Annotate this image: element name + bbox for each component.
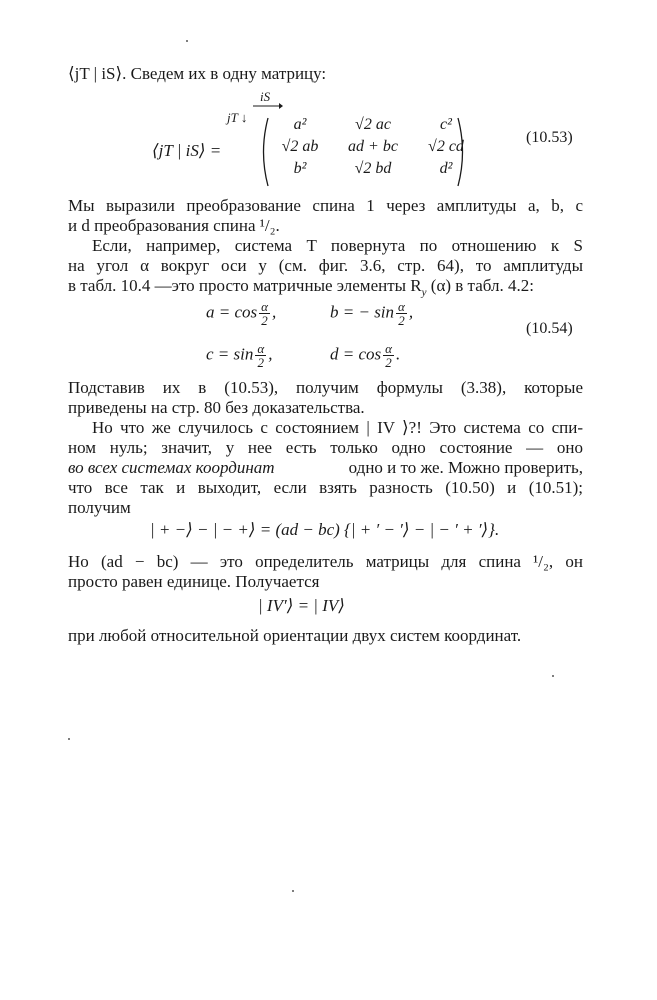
matrix-row xyxy=(266,136,480,158)
eq-separator: , xyxy=(271,302,277,322)
para3-line2: приведены на стр. 80 без доказательства. xyxy=(68,398,365,417)
fraction xyxy=(383,342,394,369)
fraction-numerator: α xyxy=(398,299,405,314)
print-speck xyxy=(292,890,294,892)
fraction-numerator: α xyxy=(261,299,268,314)
matrix-row xyxy=(266,158,480,180)
closing-line: при любой относительной ориентации двух систем координат. xyxy=(68,626,522,645)
fraction xyxy=(259,300,270,327)
fraction-numerator: α xyxy=(257,341,265,356)
para5-line2: просто равен единице. Получается xyxy=(68,572,320,591)
fraction-denominator: 2 xyxy=(385,355,392,370)
matrix-cell: d² xyxy=(439,160,453,177)
eq-d-lhs: d = cos xyxy=(330,344,382,364)
matrix-cell: √2 cd xyxy=(428,138,464,155)
matrix-lhs: ⟨jT | iS⟩ = xyxy=(152,141,222,160)
para4-line2: ном нуль; значит, у нее есть только одно состояние — оно xyxy=(68,438,583,457)
fraction xyxy=(396,300,407,327)
para1-line2: и d преобразования спина ¹/₂. xyxy=(68,216,280,235)
para3-line1: Подставив их в (10.53), получим формулы (3.38), которые xyxy=(68,378,583,397)
spin-matrix xyxy=(266,114,480,180)
para4-line1: Но что же случилось с состоянием | IV ⟩?! Это система со спи- xyxy=(92,418,583,437)
para2-subscript: y xyxy=(421,286,427,299)
matrix-cell: a² xyxy=(293,116,307,133)
print-speck xyxy=(186,40,188,42)
matrix-row-label: jT ↓ xyxy=(227,110,248,125)
matrix-cell: √2 ac xyxy=(355,116,391,133)
equation-number-1053: (10.53) xyxy=(526,129,573,146)
fraction-numerator: α xyxy=(385,341,392,356)
difference-equation: | + −⟩ − | − +⟩ = (ad − bc) {| + ′ − ′⟩ − | − ′ + ′⟩}. xyxy=(150,520,500,539)
eq-a-lhs: a = cos xyxy=(206,302,258,322)
para2-line3 xyxy=(68,276,534,302)
eq-a xyxy=(206,300,276,327)
print-speck xyxy=(552,675,554,677)
matrix-column-label: iS xyxy=(260,89,271,104)
para2-line1: Если, например, система T повернута по отношению к S xyxy=(92,236,583,255)
para2-line3-text: в табл. 10.4 —это просто матричные элементы R xyxy=(68,276,422,295)
matrix-row xyxy=(266,114,480,136)
para4-line3-tail: одно и то же. Можно проверить, xyxy=(348,458,583,477)
matrix-cell: √2 bd xyxy=(354,160,392,177)
para1-line1: Мы выразили преобразование спина 1 через амплитуды a, b, c xyxy=(68,196,583,215)
column-arrow-icon xyxy=(253,102,283,110)
print-speck xyxy=(68,738,70,740)
para4-line5: получим xyxy=(68,498,131,517)
matrix-cell: √2 ab xyxy=(281,138,319,155)
eq-b xyxy=(330,300,413,327)
eq-c xyxy=(206,342,272,369)
para4-line3 xyxy=(68,458,583,478)
fraction xyxy=(255,342,266,369)
para2-line2: на угол α вокруг оси y (см. фиг. 3.6, стр. 64), то амплитуды xyxy=(68,256,583,275)
eq-separator: . xyxy=(395,344,401,364)
fraction-denominator: 2 xyxy=(257,355,265,370)
right-paren-icon xyxy=(456,116,468,188)
matrix-cell: b² xyxy=(293,160,307,177)
eq-b-lhs: b = − sin xyxy=(330,302,395,322)
equation-number-1054: (10.54) xyxy=(526,320,573,337)
intro-line: ⟨jT | iS⟩. Сведем их в одну матрицу: xyxy=(68,64,327,83)
eq-d xyxy=(330,342,400,369)
eq-separator: , xyxy=(408,302,414,322)
fraction-denominator: 2 xyxy=(398,313,405,328)
para4-italic-phrase: во всех системах координат xyxy=(68,458,275,477)
matrix-cell: ad + bc xyxy=(348,138,398,155)
matrix-cell: c² xyxy=(440,116,452,133)
eq-c-lhs: c = sin xyxy=(206,344,254,364)
iv-equation: | IV′⟩ = | IV⟩ xyxy=(258,596,345,615)
para2-line3-tail: (α) в табл. 4.2: xyxy=(430,276,534,295)
eq-separator: , xyxy=(268,344,273,364)
para5-line1: Но (ad − bc) — это определитель матрицы для спина ¹/₂, он xyxy=(68,552,583,571)
fraction-denominator: 2 xyxy=(261,313,268,328)
para4-line4: что все так и выходит, если взять разность (10.50) и (10.51); xyxy=(68,478,583,497)
